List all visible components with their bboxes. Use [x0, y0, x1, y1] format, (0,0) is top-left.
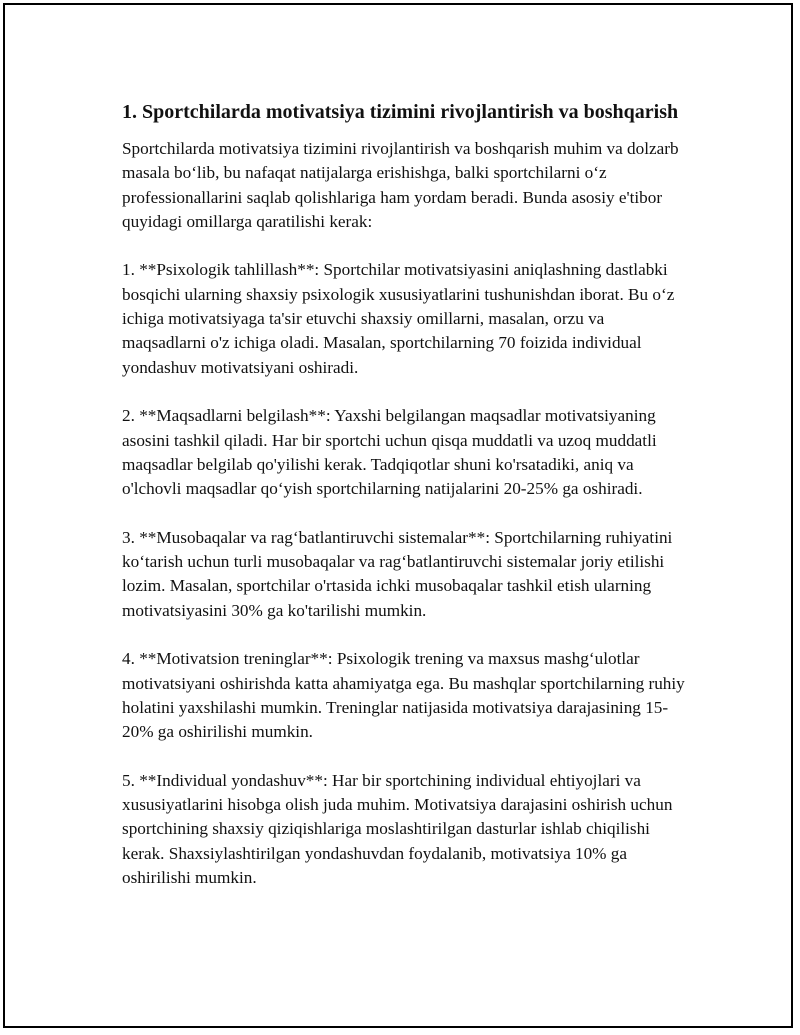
paragraph-maqsadlarni-belgilash: 2. **Maqsadlarni belgilash**: Yaxshi belgilangan maqsadlar motivatsiyaning asosini tashkil qiladi. Har bir sportchi uchun qisqa muddatli va uzoq muddatli maqsadlar belgilab qo'yilishi kerak. Tadqiqotlar shuni ko'rsatadiki, aniq va o'lchovli maqsadlar qo‘yish sportchilarning natijalarini 20-25% ga oshiradi.: [122, 406, 657, 499]
intro-paragraph: Sportchilarda motivatsiya tizimini rivojlantirish va boshqarish muhim va dolzarb masala bo‘lib, bu nafaqat natijalarga erishishga, balki sportchilarni o‘z professionallarini saqlab qolishlariga ham yordam beradi. Bunda asosiy e'tibor quyidagi omillarga qaratilishi kerak:: [122, 139, 679, 231]
section-heading: 1. Sportchilarda motivatsiya tizimini rivojlantirish va boshqarish: [122, 101, 679, 123]
paragraph-motivatsion-treninglar: 4. **Motivatsion treninglar**: Psixologik trening va maxsus mashg‘ulotlar motivatsiyani oshirishda katta ahamiyatga ega. Bu mashqlar sportchilarning ruhiy holatini yaxshilashi mumkin. Treninglar natijasida motivatsiya darajasining 15-20% ga oshirilishi mumkin.: [122, 649, 685, 742]
paragraph-musobaqalar: 3. **Musobaqalar va rag‘batlantiruvchi sistemalar**: Sportchilarning ruhiyatini ko‘tarish uchun turli musobaqalar va rag‘batlantiruvchi sistemalar joriy etilishi lozim. Masalan, sportchilar o'rtasida ichki musobaqalar tashkil etish ularning motivatsiyasini 30% ga ko'tarilishi mumkin.: [122, 527, 673, 620]
paragraph-individual-yondashuv: 5. **Individual yondashuv**: Har bir sportchining individual ehtiyojlari va xususiyatlarini hisobga olish juda muhim. Motivatsiya darajasini oshirish uchun sportchining shaxsiy qiziqishlariga moslashtirilgan dasturlar ishlab chiqilishi kerak. Shaxsiylashtirilgan yondashuvdan foydalanib, motivatsiya 10% ga oshirilishi mumkin.: [122, 770, 673, 887]
page-frame: [3, 3, 793, 1028]
document-body: [122, 99, 692, 890]
paragraph-psixologik-tahlillash: 1. **Psixologik tahlillash**: Sportchilar motivatsiyasini aniqlashning dastlabki bosqichi ularning shaxsiy psixologik xususiyatlarini tushunishdan iborat. Bu o‘z ichiga motivatsiyaga ta'sir etuvchi shaxsiy omillarni, masalan, orzu va maqsadlarni o'z ichiga oladi. Masalan, sportchilarning 70 foizida individual yondashuv motivatsiyani oshiradi.: [122, 260, 675, 377]
